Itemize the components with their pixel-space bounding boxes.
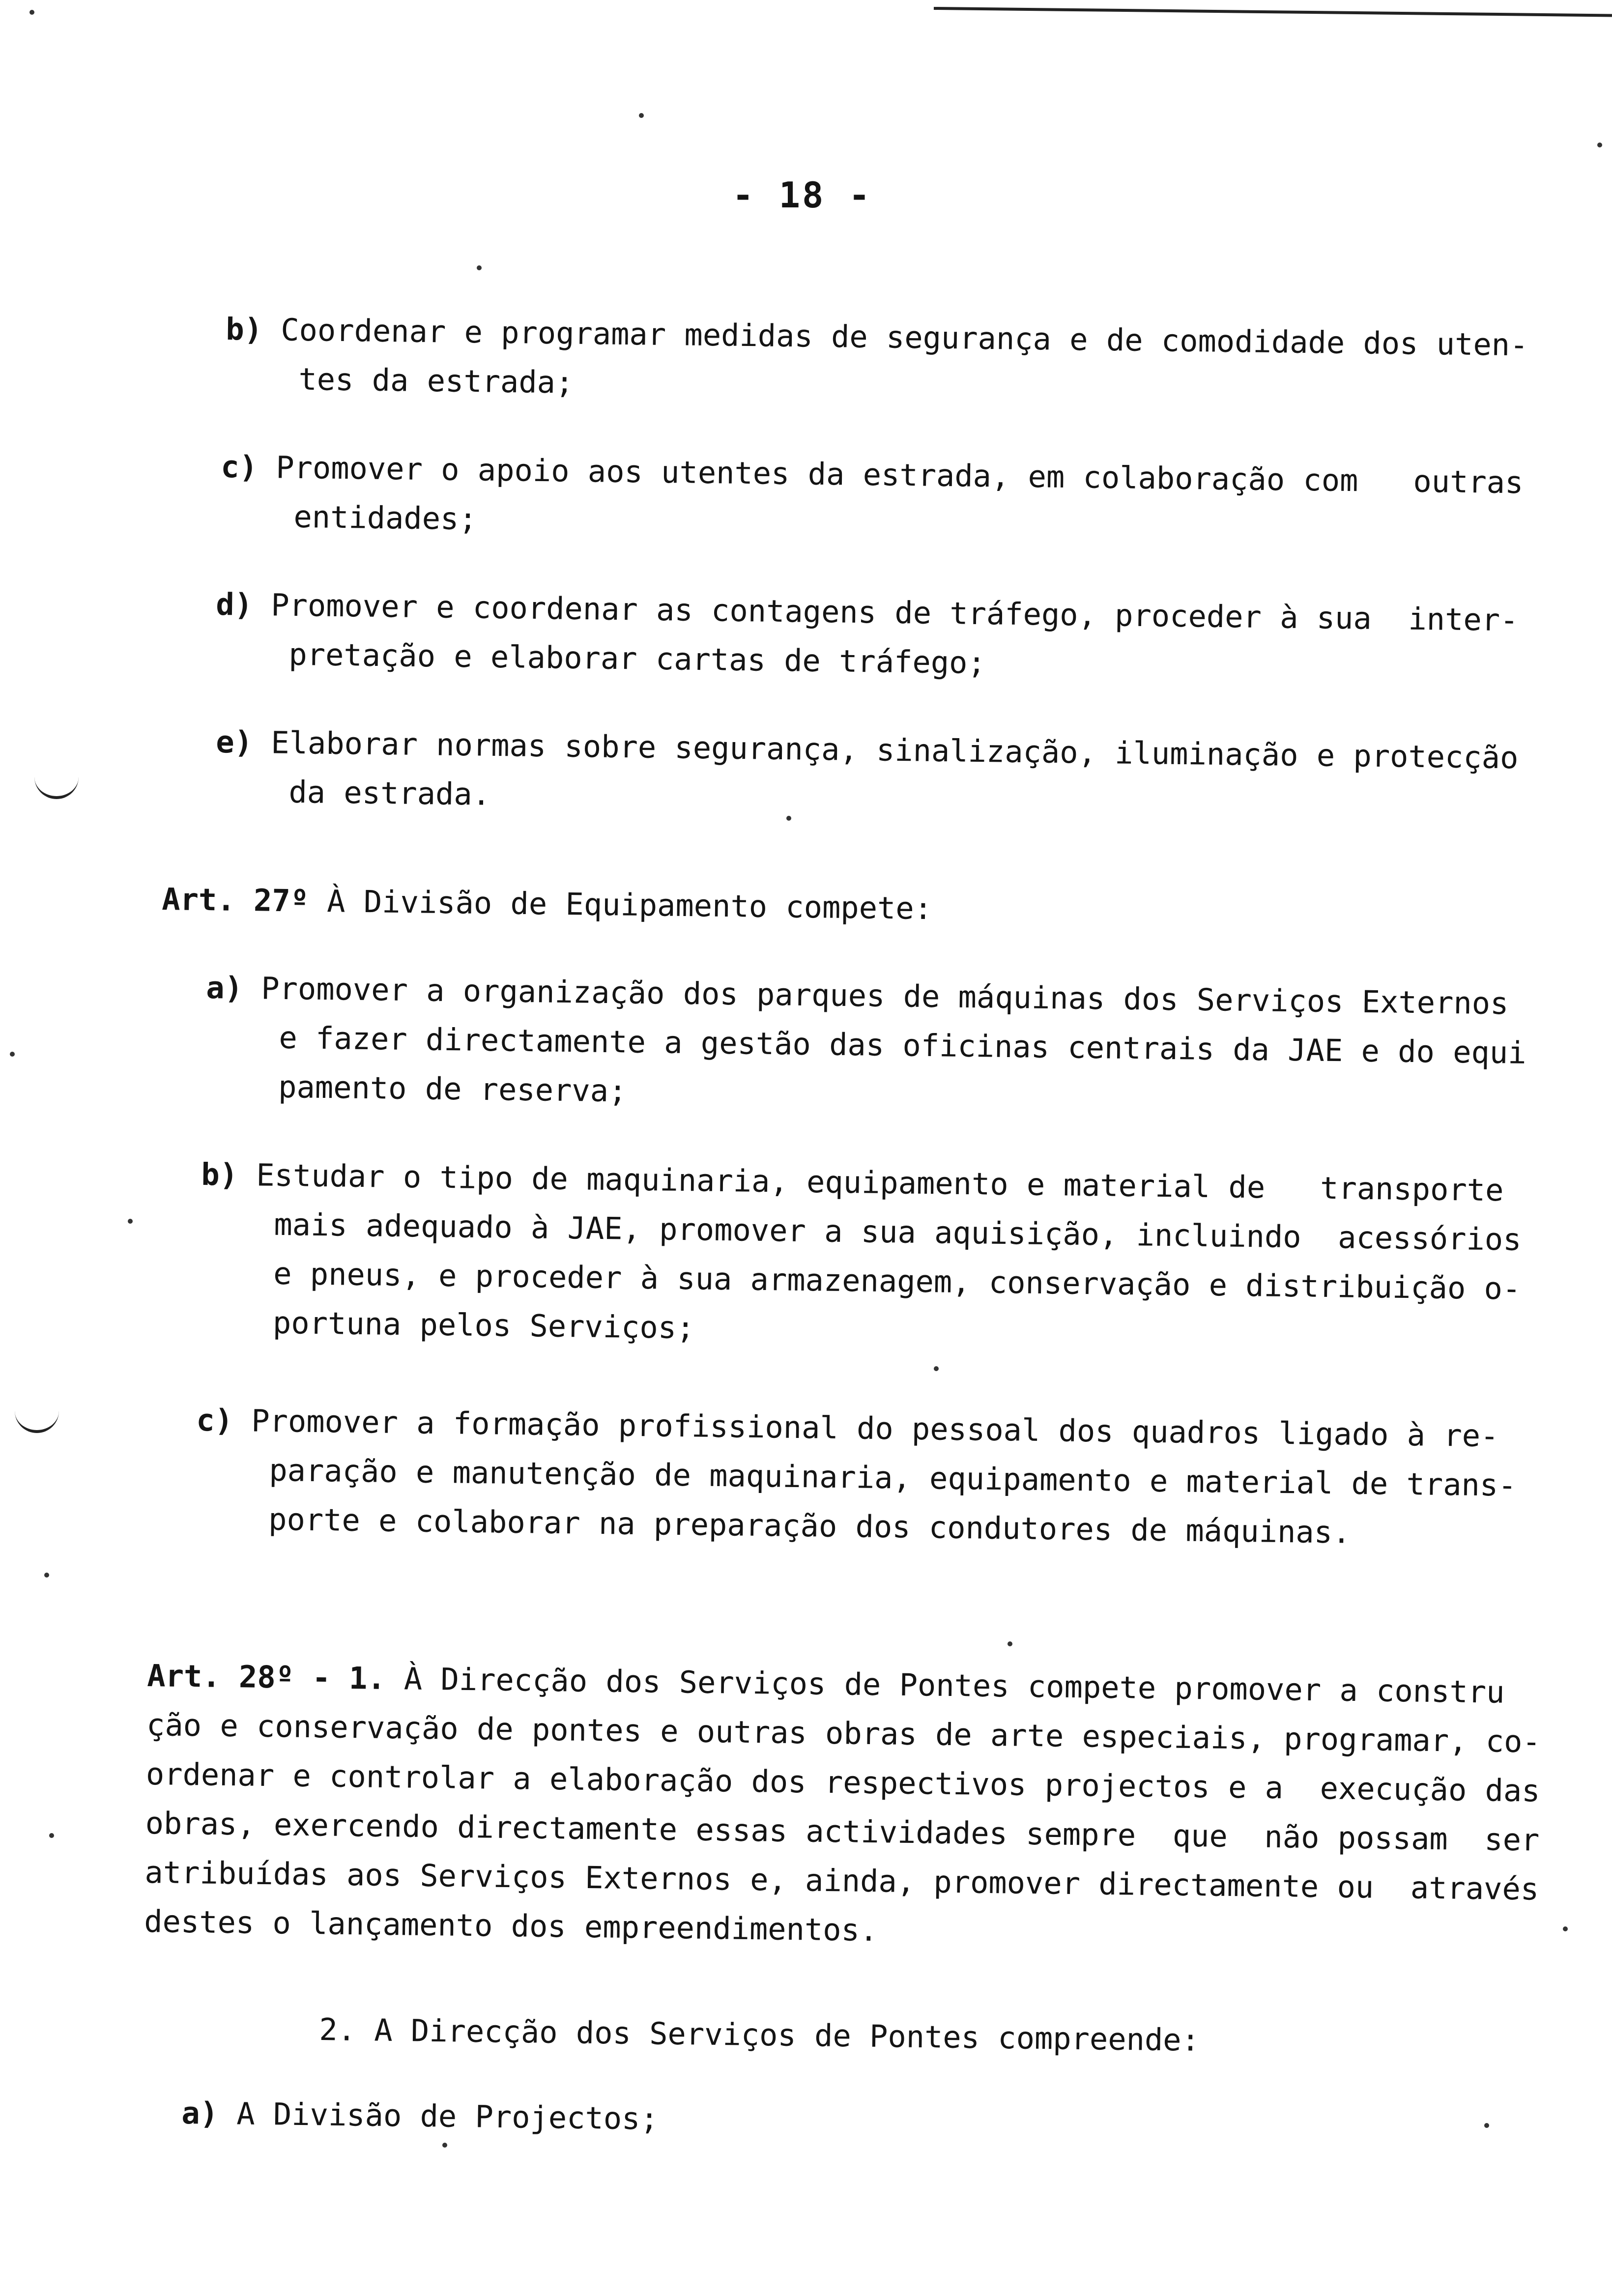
scan-speck <box>49 1833 54 1838</box>
page-number: - 18 - <box>732 174 872 216</box>
item-marker: b) <box>225 311 263 347</box>
article-text: À Divisão de Equipamento compete: <box>326 883 933 927</box>
list-item-e <box>215 718 1519 832</box>
scan-speck <box>1008 1641 1012 1646</box>
scan-speck <box>934 1366 939 1371</box>
item-line: Promover e coordenar as contagens de tráfego, proceder à sua inter- <box>270 587 1519 638</box>
item-line: Estudar o tipo de maquinaria, equipamento e material de transporte <box>256 1157 1504 1208</box>
article-line: ção e conservação de pontes e outras obras de arte especiais, programar, co- <box>146 1706 1541 1760</box>
article-27-heading <box>162 875 933 933</box>
item-line: e pneus, e proceder à sua armazenagem, conservação e distribuição o- <box>273 1255 1521 1307</box>
item-marker: e) <box>215 723 253 760</box>
item-marker: d) <box>215 586 253 623</box>
item-line: Coordenar e programar medidas de segurança e de comodidade dos uten- <box>280 312 1528 363</box>
art27-item-a <box>204 963 1527 1127</box>
art27-item-c <box>195 1396 1517 1559</box>
item-text: A Divisão de Projectos; <box>236 2095 659 2137</box>
scan-speck <box>786 816 791 821</box>
scan-speck <box>128 1219 133 1224</box>
art28-paragraph-2: 2. A Direcção dos Serviços de Pontes compreende: <box>318 2011 1200 2058</box>
scan-speck <box>1597 143 1602 147</box>
item-line: Promover a organização dos parques de máquinas dos Serviços Externos <box>260 970 1509 1022</box>
list-item-c <box>220 442 1524 556</box>
item-line: Elaborar normas sobre segurança, sinalização, iluminação e protecção <box>270 724 1519 776</box>
article-line: obras, exercendo directamente essas actividades sempre que não possam ser <box>145 1805 1540 1858</box>
item-line: e fazer directamente a gestão das oficinas centrais da JAE e do equi <box>279 1019 1526 1071</box>
scan-speck <box>10 1052 15 1057</box>
item-line: mais adequado à JAE, promover a sua aquisição, incluindo acessórios <box>274 1206 1522 1258</box>
article-28 <box>144 1651 1542 1963</box>
scan-speck <box>1484 2123 1489 2128</box>
article-line: destes o lançamento dos empreendimentos. <box>144 1903 878 1949</box>
item-line: portuna pelos Serviços; <box>272 1304 695 1346</box>
art27-item-b <box>199 1150 1522 1363</box>
list-item-b <box>225 305 1528 419</box>
article-line: atribuídas aos Serviços Externos e, ainda, promover directamente ou através <box>144 1854 1539 1907</box>
margin-mark <box>15 1401 59 1433</box>
article-number: Art. 28º - 1. <box>146 1657 386 1696</box>
item-marker: a) <box>205 969 243 1006</box>
article-number: Art. 27º <box>161 881 309 919</box>
item-line: pamento de reserva; <box>278 1068 627 1109</box>
item-line: paração e manutenção de maquinaria, equipamento e material de trans- <box>269 1452 1517 1503</box>
item-marker: c) <box>196 1402 233 1438</box>
item-line: porte e colaborar na preparação dos condutores de máquinas. <box>268 1501 1351 1550</box>
top-border-line <box>934 7 1612 17</box>
scan-speck <box>29 10 34 15</box>
item-marker: a) <box>181 2095 219 2131</box>
margin-mark <box>34 767 79 799</box>
item-line: Promover o apoio aos utentes da estrada, em colaboração com outras <box>275 449 1524 501</box>
article-line: À Direcção dos Serviços de Pontes compete promover a constru <box>403 1661 1505 1710</box>
list-item-d <box>215 580 1519 694</box>
scan-speck <box>1563 1926 1568 1931</box>
item-marker: b) <box>201 1156 238 1193</box>
item-line: pretação e elaborar cartas de tráfego; <box>288 636 986 681</box>
scan-speck <box>639 113 644 118</box>
scan-speck <box>44 1573 49 1578</box>
scan-speck <box>442 2143 447 2148</box>
item-line: da estrada. <box>288 774 491 812</box>
item-line: entidades; <box>293 498 478 537</box>
item-line: Promover a formação profissional do pessoal dos quadros ligado à re- <box>251 1403 1499 1454</box>
item-line: tes da estrada; <box>298 361 574 401</box>
article-line: ordenar e controlar a elaboração dos respectivos projectos e a execução das <box>145 1755 1541 1809</box>
art28-item-a <box>181 2089 659 2144</box>
item-marker: c) <box>220 448 258 485</box>
scan-speck <box>477 265 482 270</box>
